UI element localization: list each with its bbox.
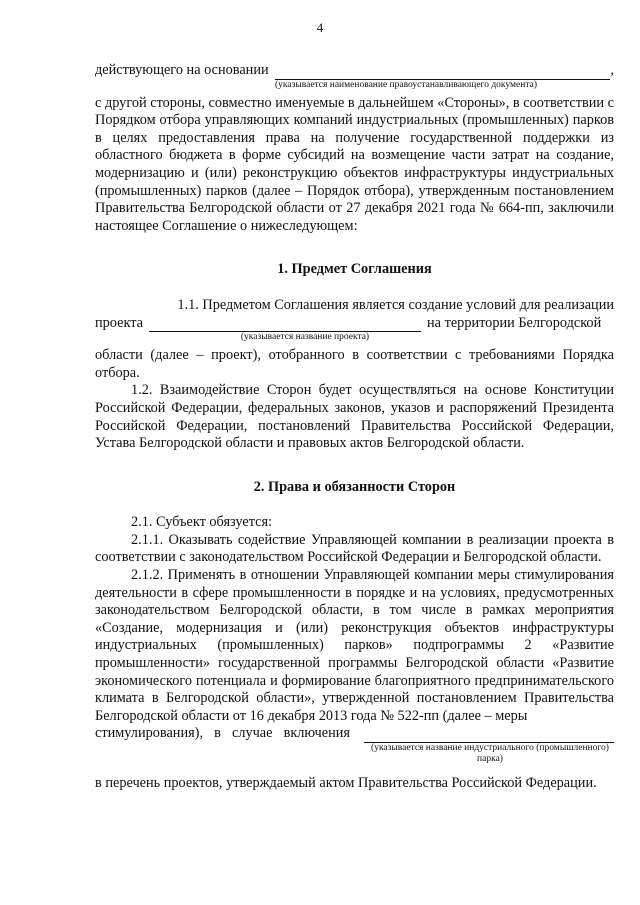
- section-1-heading: 1. Предмет Соглашения: [277, 261, 432, 278]
- park-word-3: случае: [231, 725, 273, 742]
- park-word-4: включения: [283, 725, 350, 742]
- document-body: [95, 62, 614, 793]
- park-word-2: в: [214, 725, 221, 742]
- basis-label: действующего на основании: [95, 62, 269, 78]
- park-word-1: стимулирования),: [95, 725, 204, 742]
- project-line: [95, 315, 614, 333]
- clause-2-1-2: 2.1.2. Применять в отношении Управляющей компании меры стимулирования деятельности в сфере промышленности в порядке и на условиях, предусмотренных законодательством Белгородской области, в том числе в рамках мероприятия «Создание, модернизация и (или) реконструкция объектов инфраструктуры индустриальных (промышленных) парков» подпрограммы 2 «Развитие промышленности» государственной программы Белгородской области «Развитие экономического потенциала и формирование благоприятного предпринимательского климата в Белгородской области», утвержденной постановлением Правительства Белгородской области от 16 декабря 2013 года № 522-пп (далее – меры: [95, 567, 614, 724]
- park-blank-field: [364, 729, 614, 743]
- basis-caption: (указывается наименование правоустанавливающего документа): [275, 79, 537, 90]
- intro-paragraph: с другой стороны, совместно именуемые в дальнейшем «Стороны», в соответствии с Порядком отбора управляющих компаний индустриальных (промышленных) парков в целях предоставления права на получение государственной поддержки из областного бюджета в форме субсидий на возмещение части затрат на создание, модернизацию и (или) реконструкцию объектов инфраструктуры индустриальных (промышленных) парков (далее – Порядок отбора), утвержденным постановлением Правительства Белгородской области от 27 декабря 2021 года № 664-пп, заключили настоящее Соглашение о нижеследующем:: [95, 94, 614, 234]
- clause-1-1-rest: области (далее – проект), отобранного в соответствии с требованиями Порядка отбора.: [95, 347, 614, 381]
- basis-blank-field: [275, 66, 611, 80]
- park-caption: (указывается название индустриального (промышленного) парка): [371, 743, 609, 764]
- park-line-words: [95, 725, 350, 743]
- park-line: [95, 725, 614, 743]
- project-blank-field: [149, 318, 421, 332]
- section-2-heading: 2. Права и обязанности Сторон: [253, 478, 456, 495]
- clause-1-2: 1.2. Взаимодействие Сторон будет осуществляться на основе Конституции Российской Федерации, федеральных законов, указов и распоряжений Президента Российской Федерации, постановлений Правительства Российской Федерации, Устава Белгородской области и правовых актов Белгородской области.: [95, 382, 614, 452]
- basis-comma: ,: [610, 62, 614, 78]
- project-label: проекта: [95, 314, 143, 331]
- page-number: 4: [316, 20, 324, 35]
- clause-2-1-1: 2.1.1. Оказывать содействие Управляющей компании в реализации проекта в соответствии с законодательством Российской Федерации и Белгородской области.: [95, 531, 614, 566]
- project-caption: (указывается название проекта): [240, 332, 370, 343]
- clause-2-1-2-end: в перечень проектов, утверждаемый актом Правительства Российской Федерации.: [95, 775, 597, 791]
- basis-line: [95, 62, 614, 80]
- clause-1-1-line1: 1.1. Предметом Соглашения является создание условий для реализации: [177, 296, 614, 313]
- clause-2-1: 2.1. Субъект обязуется:: [131, 514, 273, 531]
- project-territory: на территории Белгородской: [427, 314, 602, 331]
